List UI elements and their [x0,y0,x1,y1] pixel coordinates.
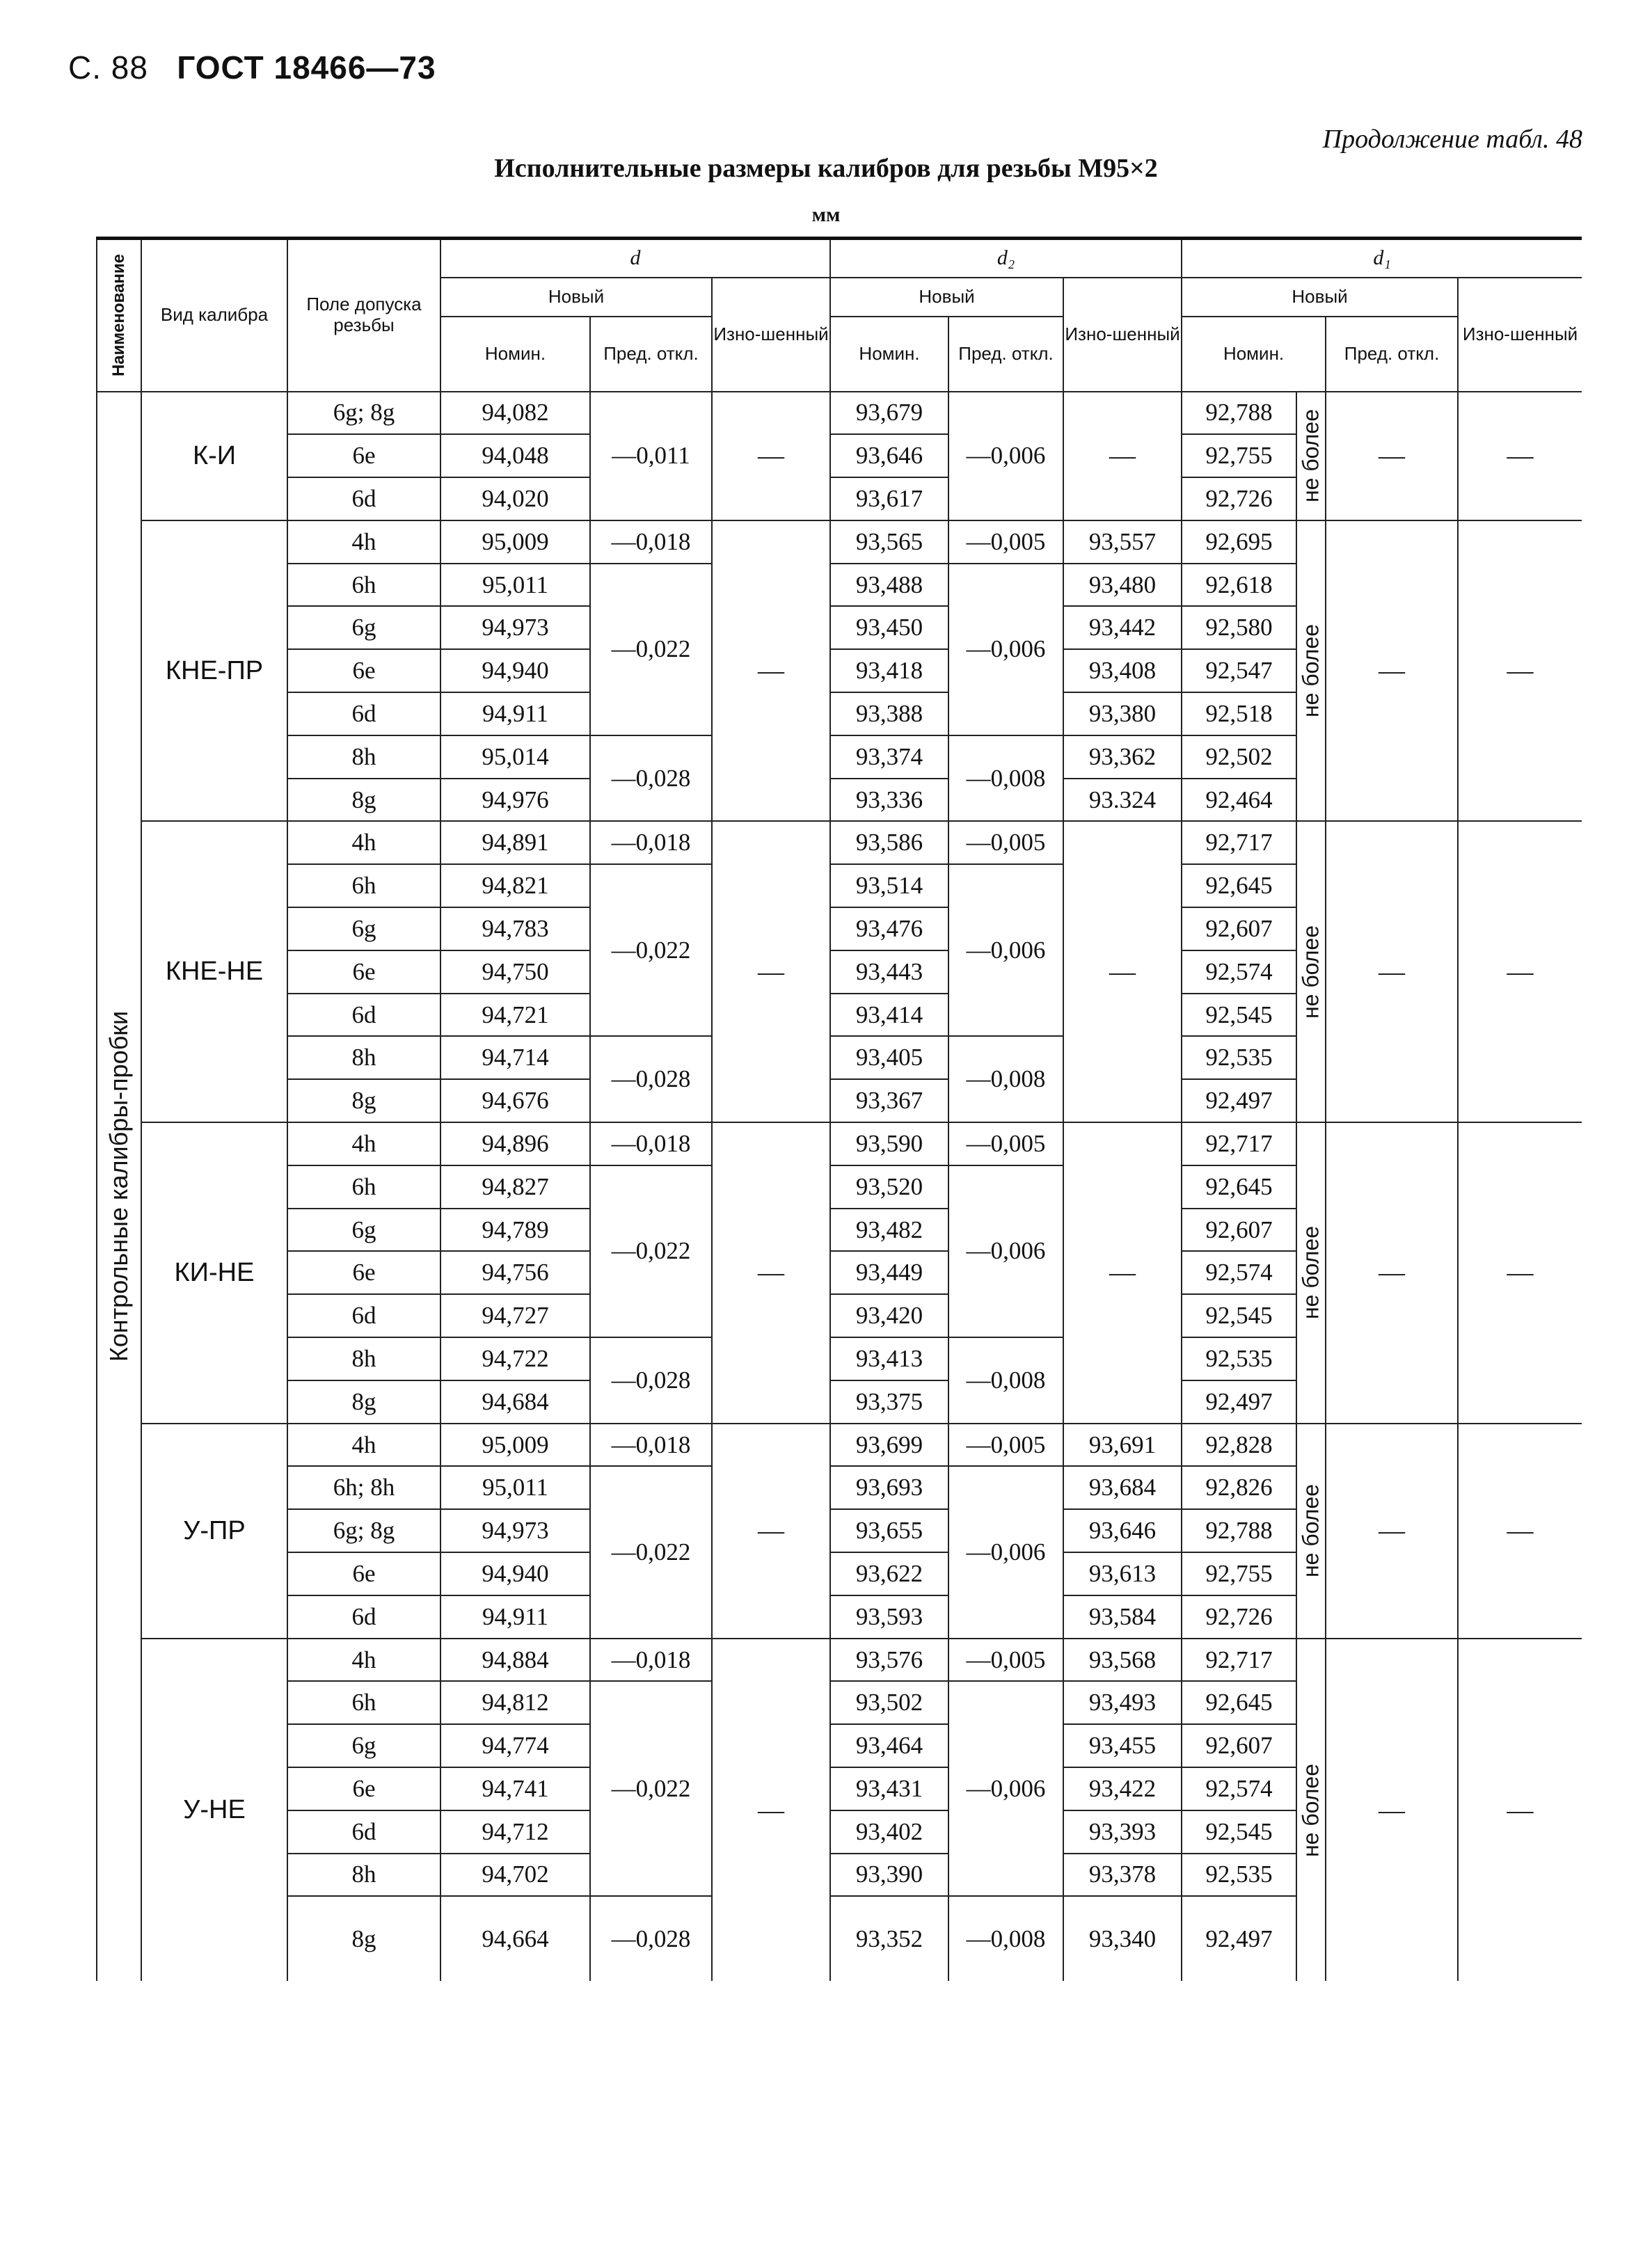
d-nominal-cell: 94,756 [440,1251,590,1294]
d-deviation-cell: —0,022 [590,1165,712,1337]
d1-nominal-cell: 92,717 [1182,1122,1296,1165]
d1-deviation-cell: — [1326,392,1458,520]
tolerance-cell: 6g [287,1209,440,1252]
tolerance-cell: 8g [287,1079,440,1122]
d2-nominal-cell: 93,699 [830,1424,948,1467]
d1-nominal-cell: 92,607 [1182,1724,1296,1767]
d2-nominal-cell: 93,420 [830,1294,948,1337]
d1-nominal-cell: 92,645 [1182,864,1296,907]
d2-deviation-cell: —0,006 [948,864,1063,1036]
d2-worn-cell: 93,557 [1063,520,1182,564]
header-d1: d₁ [1182,239,1582,278]
d2-worn-cell: 93,455 [1063,1724,1182,1767]
d1-nominal-cell: 92,497 [1182,1079,1296,1122]
gauge-type: У-ПР [141,1424,287,1639]
d2-worn-cell: 93,646 [1063,1509,1182,1552]
d-nominal-cell: 94,702 [440,1854,590,1897]
d-deviation-cell: —0,018 [590,1424,712,1467]
d-nominal-cell: 94,712 [440,1810,590,1854]
d2-nominal-cell: 93,336 [830,779,948,822]
tolerance-cell: 6e [287,1767,440,1810]
tolerance-cell: 4h [287,1122,440,1165]
d2-nominal-cell: 93,586 [830,821,948,864]
d2-nominal-cell: 93,655 [830,1509,948,1552]
d-nominal-cell: 94,911 [440,692,590,735]
d1-nominal-cell: 92,695 [1182,520,1296,564]
d-deviation-cell: —0,018 [590,520,712,564]
group-label: Контрольные калибры-пробки [97,392,141,1982]
gauge-dimensions-table [96,237,1582,1981]
d-nominal-cell: 94,082 [440,392,590,435]
d2-worn-cell: — [1063,821,1182,1122]
header-d2-nominal: Номин. [830,317,948,392]
d2-worn-cell: — [1063,1122,1182,1424]
tolerance-cell: 6g; 8g [287,1509,440,1552]
d-nominal-cell: 94,812 [440,1681,590,1724]
tolerance-cell: 4h [287,1639,440,1682]
d-nominal-cell: 94,976 [440,779,590,822]
d-nominal-cell: 94,973 [440,1509,590,1552]
d1-deviation-cell: — [1326,821,1458,1122]
d2-worn-cell: 93.324 [1063,779,1182,822]
tolerance-cell: 6g; 8g [287,392,440,435]
d2-nominal-cell: 93,375 [830,1380,948,1424]
d-nominal-cell: 94,911 [440,1595,590,1639]
gauge-type: КНЕ-ПР [141,520,287,822]
d2-nominal-cell: 93,450 [830,606,948,649]
standard-code: ГОСТ 18466—73 [177,49,436,86]
d2-nominal-cell: 93,390 [830,1854,948,1897]
d2-worn-cell: 93,613 [1063,1552,1182,1595]
tolerance-cell: 8g [287,779,440,822]
tolerance-cell: 6h [287,564,440,607]
d2-worn-cell: 93,380 [1063,692,1182,735]
header-d2: d₂ [830,239,1182,278]
d-nominal-cell: 94,048 [440,434,590,477]
page-header [68,49,436,86]
d2-worn-cell: 93,408 [1063,649,1182,692]
d1-nominal-cell: 92,574 [1182,1767,1296,1810]
d2-deviation-cell: —0,006 [948,1466,1063,1638]
d1-nominal-cell: 92,645 [1182,1165,1296,1209]
gauge-type: КНЕ-НЕ [141,821,287,1122]
d1-nominal-cell: 92,574 [1182,1251,1296,1294]
table-continuation-note: Продолжение табл. 48 [1322,125,1582,154]
not-more-note: не более [1296,821,1326,1122]
d2-nominal-cell: 93,374 [830,735,948,779]
d1-worn-cell: — [1458,392,1582,520]
d-nominal-cell: 95,011 [440,564,590,607]
d2-nominal-cell: 93,593 [830,1595,948,1639]
not-more-note: не более [1296,1424,1326,1639]
header-d-worn: Изно-шенный [712,278,830,392]
d1-worn-cell: — [1458,1639,1582,1982]
d-nominal-cell: 94,973 [440,606,590,649]
d-nominal-cell: 94,664 [440,1896,590,1981]
d1-nominal-cell: 92,717 [1182,1639,1296,1682]
tolerance-cell: 6g [287,1724,440,1767]
not-more-note: не более [1296,392,1326,520]
d2-nominal-cell: 93,405 [830,1036,948,1079]
gauge-type: К-И [141,392,287,520]
d1-nominal-cell: 92,755 [1182,1552,1296,1595]
d1-worn-cell: — [1458,520,1582,822]
d-nominal-cell: 94,684 [440,1380,590,1424]
d-nominal-cell: 94,827 [440,1165,590,1209]
d-worn-cell: — [712,1639,830,1982]
d-nominal-cell: 95,009 [440,520,590,564]
d2-worn-cell: — [1063,392,1182,520]
d-deviation-cell: —0,028 [590,1036,712,1122]
header-d-new: Новый [440,278,712,317]
d2-nominal-cell: 93,514 [830,864,948,907]
d1-nominal-cell: 92,826 [1182,1466,1296,1509]
d2-nominal-cell: 93,520 [830,1165,948,1209]
table-row [97,520,1582,564]
d-nominal-cell: 94,774 [440,1724,590,1767]
d-nominal-cell: 94,020 [440,477,590,520]
d1-nominal-cell: 92,717 [1182,821,1296,864]
header-d-deviation: Пред. откл. [590,317,712,392]
table-row [97,392,1582,435]
tolerance-cell: 6e [287,649,440,692]
d-deviation-cell: —0,022 [590,1681,712,1896]
header-d: d [440,239,830,278]
d-nominal-cell: 94,891 [440,821,590,864]
tolerance-cell: 4h [287,1424,440,1467]
tolerance-cell: 8h [287,1036,440,1079]
d-deviation-cell: —0,022 [590,564,712,735]
d2-worn-cell: 93,362 [1063,735,1182,779]
tolerance-cell: 4h [287,821,440,864]
table-title: Исполнительные размеры калибров для резьбы М95×2 [494,154,1158,183]
d2-worn-cell: 93,442 [1063,606,1182,649]
d2-worn-cell: 93,584 [1063,1595,1182,1639]
d1-nominal-cell: 92,502 [1182,735,1296,779]
d2-nominal-cell: 93,679 [830,392,948,435]
d-nominal-cell: 95,011 [440,1466,590,1509]
table-row [97,1424,1582,1467]
tolerance-cell: 6h [287,1681,440,1724]
d-nominal-cell: 94,821 [440,864,590,907]
d-nominal-cell: 94,789 [440,1209,590,1252]
d1-nominal-cell: 92,618 [1182,564,1296,607]
tolerance-cell: 6d [287,692,440,735]
d-nominal-cell: 95,014 [440,735,590,779]
tolerance-cell: 8h [287,735,440,779]
d2-nominal-cell: 93,413 [830,1337,948,1380]
d2-worn-cell: 93,340 [1063,1896,1182,1981]
d1-nominal-cell: 92,788 [1182,392,1296,435]
d1-nominal-cell: 92,828 [1182,1424,1296,1467]
tolerance-cell: 6d [287,1294,440,1337]
d2-nominal-cell: 93,482 [830,1209,948,1252]
d2-deviation-cell: —0,005 [948,1424,1063,1467]
d-deviation-cell: —0,011 [590,392,712,520]
tolerance-cell: 6g [287,606,440,649]
d-nominal-cell: 94,884 [440,1639,590,1682]
d-nominal-cell: 94,714 [440,1036,590,1079]
d1-deviation-cell: — [1326,1122,1458,1424]
d1-nominal-cell: 92,545 [1182,1294,1296,1337]
d1-deviation-cell: — [1326,1424,1458,1639]
page-number: С. 88 [68,49,148,86]
d-deviation-cell: —0,022 [590,1466,712,1638]
tolerance-cell: 6e [287,1251,440,1294]
d2-deviation-cell: —0,008 [948,735,1063,822]
d2-nominal-cell: 93,414 [830,994,948,1037]
d1-nominal-cell: 92,574 [1182,950,1296,994]
d-deviation-cell: —0,028 [590,735,712,822]
d1-nominal-cell: 92,497 [1182,1896,1296,1981]
d2-deviation-cell: —0,006 [948,1681,1063,1896]
d2-worn-cell: 93,568 [1063,1639,1182,1682]
tolerance-cell: 6d [287,1810,440,1854]
header-d2-deviation: Пред. откл. [948,317,1063,392]
d-worn-cell: — [712,821,830,1122]
tolerance-cell: 6d [287,1595,440,1639]
d-worn-cell: — [712,392,830,520]
d-nominal-cell: 94,676 [440,1079,590,1122]
d1-nominal-cell: 92,545 [1182,994,1296,1037]
not-more-note: не более [1296,1122,1326,1424]
d2-nominal-cell: 93,646 [830,434,948,477]
d1-deviation-cell: — [1326,520,1458,822]
d-deviation-cell: —0,018 [590,821,712,864]
d2-deviation-cell: —0,006 [948,1165,1063,1337]
tolerance-cell: 6e [287,950,440,994]
not-more-note: не более [1296,520,1326,822]
d2-deviation-cell: —0,005 [948,520,1063,564]
d2-nominal-cell: 93,402 [830,1810,948,1854]
d-deviation-cell: —0,018 [590,1122,712,1165]
d2-worn-cell: 93,480 [1063,564,1182,607]
d1-nominal-cell: 92,545 [1182,1810,1296,1854]
d1-worn-cell: — [1458,1424,1582,1639]
d-worn-cell: — [712,1424,830,1639]
header-gauge-type: Вид калибра [141,239,287,392]
d-deviation-cell: —0,018 [590,1639,712,1682]
d2-deviation-cell: —0,008 [948,1337,1063,1424]
d2-nominal-cell: 93,617 [830,477,948,520]
d2-deviation-cell: —0,006 [948,392,1063,520]
tolerance-cell: 6d [287,477,440,520]
d2-nominal-cell: 93,464 [830,1724,948,1767]
tolerance-cell: 6h [287,864,440,907]
d1-nominal-cell: 92,464 [1182,779,1296,822]
d1-nominal-cell: 92,726 [1182,1595,1296,1639]
d1-nominal-cell: 92,788 [1182,1509,1296,1552]
d1-nominal-cell: 92,607 [1182,1209,1296,1252]
d-deviation-cell: —0,028 [590,1337,712,1424]
tolerance-cell: 6h; 8h [287,1466,440,1509]
d2-nominal-cell: 93,352 [830,1896,948,1981]
table-row [97,821,1582,864]
not-more-note: не более [1296,1639,1326,1982]
d-nominal-cell: 95,009 [440,1424,590,1467]
d2-worn-cell: 93,422 [1063,1767,1182,1810]
header-d2-worn: Изно-шенный [1063,278,1182,392]
header-d1-deviation: Пред. откл. [1326,317,1458,392]
d-nominal-cell: 94,896 [440,1122,590,1165]
d1-nominal-cell: 92,535 [1182,1036,1296,1079]
tolerance-cell: 8g [287,1896,440,1981]
d1-nominal-cell: 92,607 [1182,907,1296,950]
tolerance-cell: 8g [287,1380,440,1424]
d2-deviation-cell: —0,006 [948,564,1063,735]
d1-nominal-cell: 92,645 [1182,1681,1296,1724]
header-tolerance: Поле допуска резьбы [287,239,440,392]
d2-nominal-cell: 93,576 [830,1639,948,1682]
header-d1-new: Новый [1182,278,1458,317]
tolerance-cell: 6d [287,994,440,1037]
gauge-type: КИ-НЕ [141,1122,287,1424]
d-nominal-cell: 94,783 [440,907,590,950]
d1-nominal-cell: 92,518 [1182,692,1296,735]
header-d1-nominal: Номин. [1182,317,1326,392]
d2-nominal-cell: 93,565 [830,520,948,564]
d1-nominal-cell: 92,535 [1182,1337,1296,1380]
tolerance-cell: 8h [287,1337,440,1380]
d2-worn-cell: 93,378 [1063,1854,1182,1897]
d1-worn-cell: — [1458,1122,1582,1424]
d-nominal-cell: 94,741 [440,1767,590,1810]
d2-nominal-cell: 93,431 [830,1767,948,1810]
d2-deviation-cell: —0,005 [948,1122,1063,1165]
d-nominal-cell: 94,940 [440,1552,590,1595]
tolerance-cell: 6h [287,1165,440,1209]
d2-nominal-cell: 93,488 [830,564,948,607]
d-nominal-cell: 94,722 [440,1337,590,1380]
d2-nominal-cell: 93,449 [830,1251,948,1294]
d2-worn-cell: 93,493 [1063,1681,1182,1724]
d2-deviation-cell: —0,005 [948,1639,1063,1682]
header-d-nominal: Номин. [440,317,590,392]
d-nominal-cell: 94,940 [440,649,590,692]
d-nominal-cell: 94,721 [440,994,590,1037]
d1-worn-cell: — [1458,821,1582,1122]
d2-worn-cell: 93,684 [1063,1466,1182,1509]
header-name: Наименование [97,239,141,392]
d2-nominal-cell: 93,388 [830,692,948,735]
d-nominal-cell: 94,727 [440,1294,590,1337]
gauge-type: У-НЕ [141,1639,287,1982]
d-deviation-cell: —0,028 [590,1896,712,1981]
d1-deviation-cell: — [1326,1639,1458,1982]
d2-worn-cell: 93,691 [1063,1424,1182,1467]
d1-nominal-cell: 92,535 [1182,1854,1296,1897]
table-row [97,1122,1582,1165]
d2-nominal-cell: 93,418 [830,649,948,692]
d2-nominal-cell: 93,476 [830,907,948,950]
d1-nominal-cell: 92,547 [1182,649,1296,692]
d1-nominal-cell: 92,497 [1182,1380,1296,1424]
d-deviation-cell: —0,022 [590,864,712,1036]
d2-deviation-cell: —0,008 [948,1036,1063,1122]
d2-deviation-cell: —0,008 [948,1896,1063,1981]
tolerance-cell: 8h [287,1854,440,1897]
tolerance-cell: 6g [287,907,440,950]
d-nominal-cell: 94,750 [440,950,590,994]
header-d2-new: Новый [830,278,1063,317]
header-d1-worn: Изно-шенный [1458,278,1582,392]
tolerance-cell: 6e [287,1552,440,1595]
d2-nominal-cell: 93,590 [830,1122,948,1165]
d1-nominal-cell: 92,726 [1182,477,1296,520]
d-worn-cell: — [712,520,830,822]
table-row [97,1639,1582,1682]
tolerance-cell: 6e [287,434,440,477]
d-worn-cell: — [712,1122,830,1424]
d2-nominal-cell: 93,502 [830,1681,948,1724]
d2-worn-cell: 93,393 [1063,1810,1182,1854]
d2-nominal-cell: 93,693 [830,1466,948,1509]
d2-nominal-cell: 93,443 [830,950,948,994]
tolerance-cell: 4h [287,520,440,564]
unit-label: мм [811,203,841,226]
d1-nominal-cell: 92,755 [1182,434,1296,477]
d2-nominal-cell: 93,367 [830,1079,948,1122]
d1-nominal-cell: 92,580 [1182,606,1296,649]
d2-deviation-cell: —0,005 [948,821,1063,864]
d2-nominal-cell: 93,622 [830,1552,948,1595]
